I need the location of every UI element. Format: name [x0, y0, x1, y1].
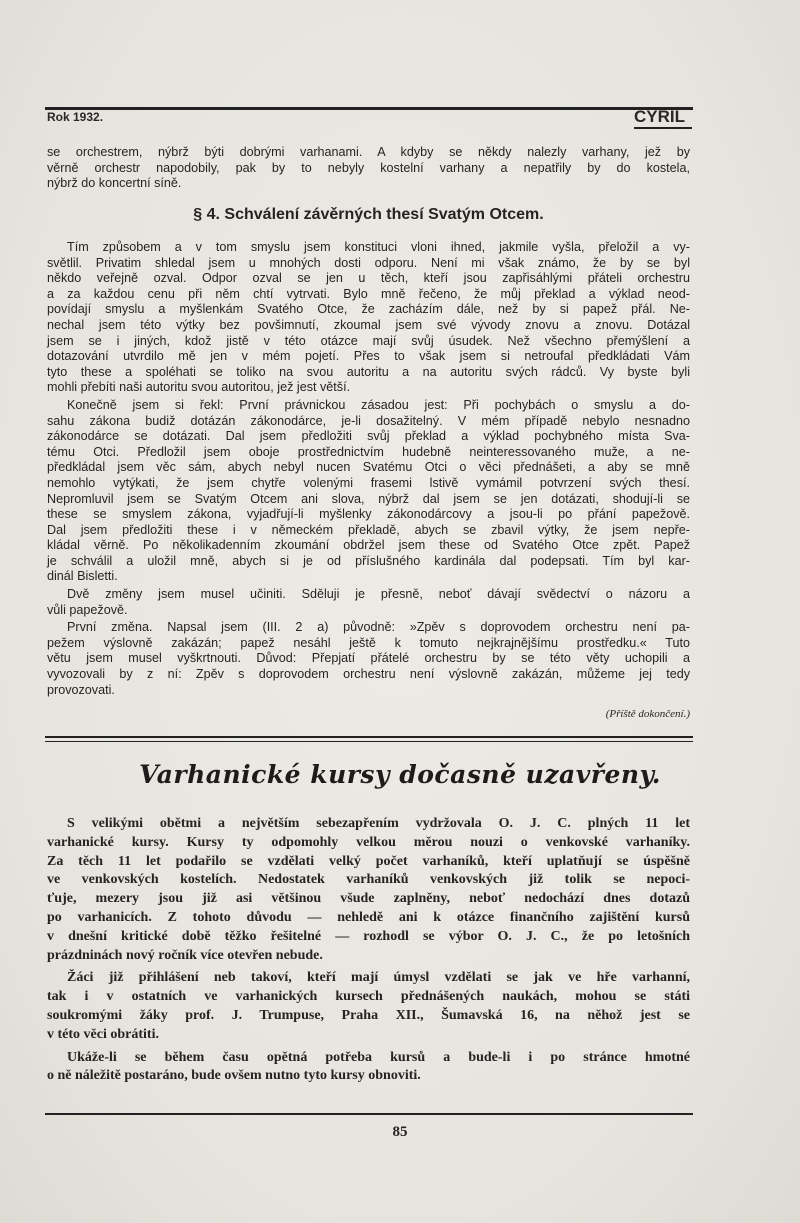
article1-intro [47, 145, 690, 194]
text-line: o ně náležitě postaráno, bude ovšem nutno tyto kursy obnoviti. [47, 1068, 421, 1084]
text-line: po varhanicích. Z tohoto důvodu — nehledě ani k otázce finančního zajištění kursů [47, 909, 690, 925]
text-line: Nepromluvil jsem se Svatým Otcem ani slova, nýbrž dal jsem se jen dotázati, shodují-li se [47, 491, 690, 506]
text-line: v této věci obrátiti. [47, 1026, 159, 1042]
article2-title: Varhanické kursy dočasně uzavřeny. [139, 760, 661, 789]
article1-body [47, 240, 690, 700]
text-line: povídají smyslu a myšlenkám Svatého Otce, že zacházím dále, než by si papež přál. Ne- [47, 302, 690, 317]
paragraph [47, 398, 690, 585]
text-line: Dal jsem předložiti these i v německém překladě, abych se zbavil výtky, že jsem nepře- [47, 522, 690, 537]
paragraph [47, 620, 690, 698]
text-line: these se smyslem zákona, vyjadřují-li myšlenky zákonodárcovy a jsou-li po přání papežově. [47, 507, 690, 522]
text-line: nemohlo vytýkati, že jsem chytře volenými frasemi lstivě vymámil potvrzení svých thesí. [47, 475, 690, 490]
article2-body [47, 815, 690, 1090]
text-line: soukromými žáky prof. J. Trumpuse, Praha XII., Šumavská 16, na něhož jest se [47, 1007, 690, 1023]
section-heading: § 4. Schválení závěrných thesí Svatým Otcem. [193, 206, 544, 223]
text-line: někdo veřejně ozval. Odpor ozval se jen u těch, kteří jsou zapřisáhlými přáteli orchestru [47, 271, 690, 286]
text-line: věrně orchestr napodobily, pak by to nebyly kostelní varhany a nepatřily by do kostela, [47, 160, 690, 175]
text-line: Ukáže-li se během času opětná potřeba kursů a bude-li i po stránce hmotné [67, 1049, 690, 1065]
article-divider-top [45, 736, 693, 738]
text-line: pežem výslovně zakázán; papež nesáhl ještě k tomuto nejkrajnějšímu prostředku.« Tuto [47, 635, 690, 650]
header-rule [45, 107, 693, 110]
text-line: jsem se i jiných, kdož jistě v této otázce mají svůj úsudek. Než všechno přemýšlení a [47, 333, 690, 348]
text-line: tak i v ostatních ve varhanických kursech přednášených naukách, mohou se státi [47, 989, 690, 1005]
text-line: zákonodárce se dotázati. Dal jsem předložiti svůj překlad a výklad pochybného místa Sva- [47, 429, 690, 444]
header-journal-title: CYRIL [634, 107, 685, 126]
text-line: S velikými obětmi a největším sebezapřením vydržovala O. J. C. plných 11 let [67, 816, 690, 831]
text-line: v dnešní kritické době těžko řešitelné — rozhodl se výbor O. J. C., že po letošních [47, 928, 690, 944]
text-line: předkládal jsem věc sám, abych nebyl nucen Svatému Otci o věci přednášeti, a aby se mně [47, 460, 690, 475]
text-line: ťuje, mezery jsou již asi většinou všude zaplněny, neboť nedochází dnes dotazů [47, 891, 690, 907]
header-year: Rok 1932. [47, 110, 104, 124]
text-line: První změna. Napsal jsem (III. 2 a) původně: »Zpěv s doprovodem orchestru není pa- [67, 620, 690, 635]
header-title-underline [634, 127, 692, 129]
page-number: 85 [392, 1124, 408, 1140]
paragraph [47, 1049, 690, 1087]
paragraph [47, 587, 690, 618]
text-line: je schválil a uložil mně, abych si je od příslušného kardinála dal podepsati. Tím byl kar- [47, 553, 690, 568]
text-line: světlil. Privatim shledal jsem u mnohých dosti odporu. Není mi však známo, že by se byl [47, 255, 690, 270]
text-line: ve venkovských kostelích. Nedostatek varhaníků venkovských již tolik se nepoci- [47, 872, 690, 888]
text-line: mohli přebíti naši autoritu svou autoritou, jež jest větší. [47, 380, 351, 395]
text-line: Za těch 11 let podařilo se vzdělati velký počet varhaníků, kteří uplatňují se úspěšně [47, 853, 690, 869]
text-line: sahu zákona budiž dotázán zákonodárce, je-li dosažitelný. V mém případě nebylo nesnadno [47, 413, 690, 428]
text-line: nechal jsem této výtky bez povšimnutí, zkoumal jsem své vývody znovu a znovu. Dotázal [47, 317, 690, 332]
paragraph [47, 815, 690, 965]
text-line: nýbrž do koncertní síně. [47, 176, 182, 191]
paragraph [47, 240, 690, 396]
paragraph [47, 969, 690, 1044]
continued-note: (Příště dokončení.) [605, 708, 690, 720]
text-line: tému Otci. Předložil jsem oboje prostřednictvím hudebně neinteressovaného muže, a ne- [47, 444, 690, 459]
text-line: dinál Bisletti. [47, 569, 118, 584]
text-line: Žáci již přihlášení neb takoví, kteří mají úmysl vzdělati se jak ve hře varhanní, [67, 970, 690, 986]
text-line: kládal věrně. Po několikadenním zkoumání obdržel jsem these od Svatého Otce zpět. Papež [47, 538, 690, 553]
text-line: Tím způsobem a v tom smyslu jsem konstituci vloni ihned, jakmile vyšla, přeložil a vy- [67, 240, 690, 254]
text-line: Konečně jsem si řekl: První právnickou zásadou jest: Při pochybách o smyslu a do- [67, 397, 690, 412]
text-line: a za každou cenu při něm chtí vytrvati. Bylo mně řečeno, že můj překlad a výklad neod- [47, 286, 690, 301]
text-line: větu jsem musel vyškrtnouti. Důvod: Přepjatí přátelé orchestru by se této věty uchopili a [47, 651, 690, 666]
text-line: vůli papežově. [47, 602, 128, 617]
text-line: prázdninách nový ročník více otevřen nebude. [47, 947, 323, 963]
paragraph [47, 145, 690, 192]
text-line: provozovati. [47, 682, 115, 697]
text-line: vyvozovali by z ní: Zpěv s doprovodem orchestru není výslovně zakázán, můžeme jej tedy [47, 667, 690, 682]
text-line: tyto these a spoléhati se toliko na svou autoritu a na autoritu svých rádců. Vy byste byli [47, 364, 690, 379]
text-line: se orchestrem, nýbrž býti dobrými varhanami. A kdyby se někdy nalezly varhany, jež by [47, 145, 690, 159]
text-line: varhanické kursy. Kursy ty odpomohly velkou měrou nouzi o venkovské varhaníky. [47, 834, 690, 850]
footer-rule [45, 1113, 693, 1115]
article-divider-bottom [45, 741, 693, 742]
text-line: dotazování utvrdilo mě jen v mém pojetí. Přes to však jsem si netroufal předkládati Vám [47, 349, 690, 364]
text-line: Dvě změny jsem musel učiniti. Sděluji je přesně, neboť dávají svědectví o názoru a [67, 587, 690, 602]
